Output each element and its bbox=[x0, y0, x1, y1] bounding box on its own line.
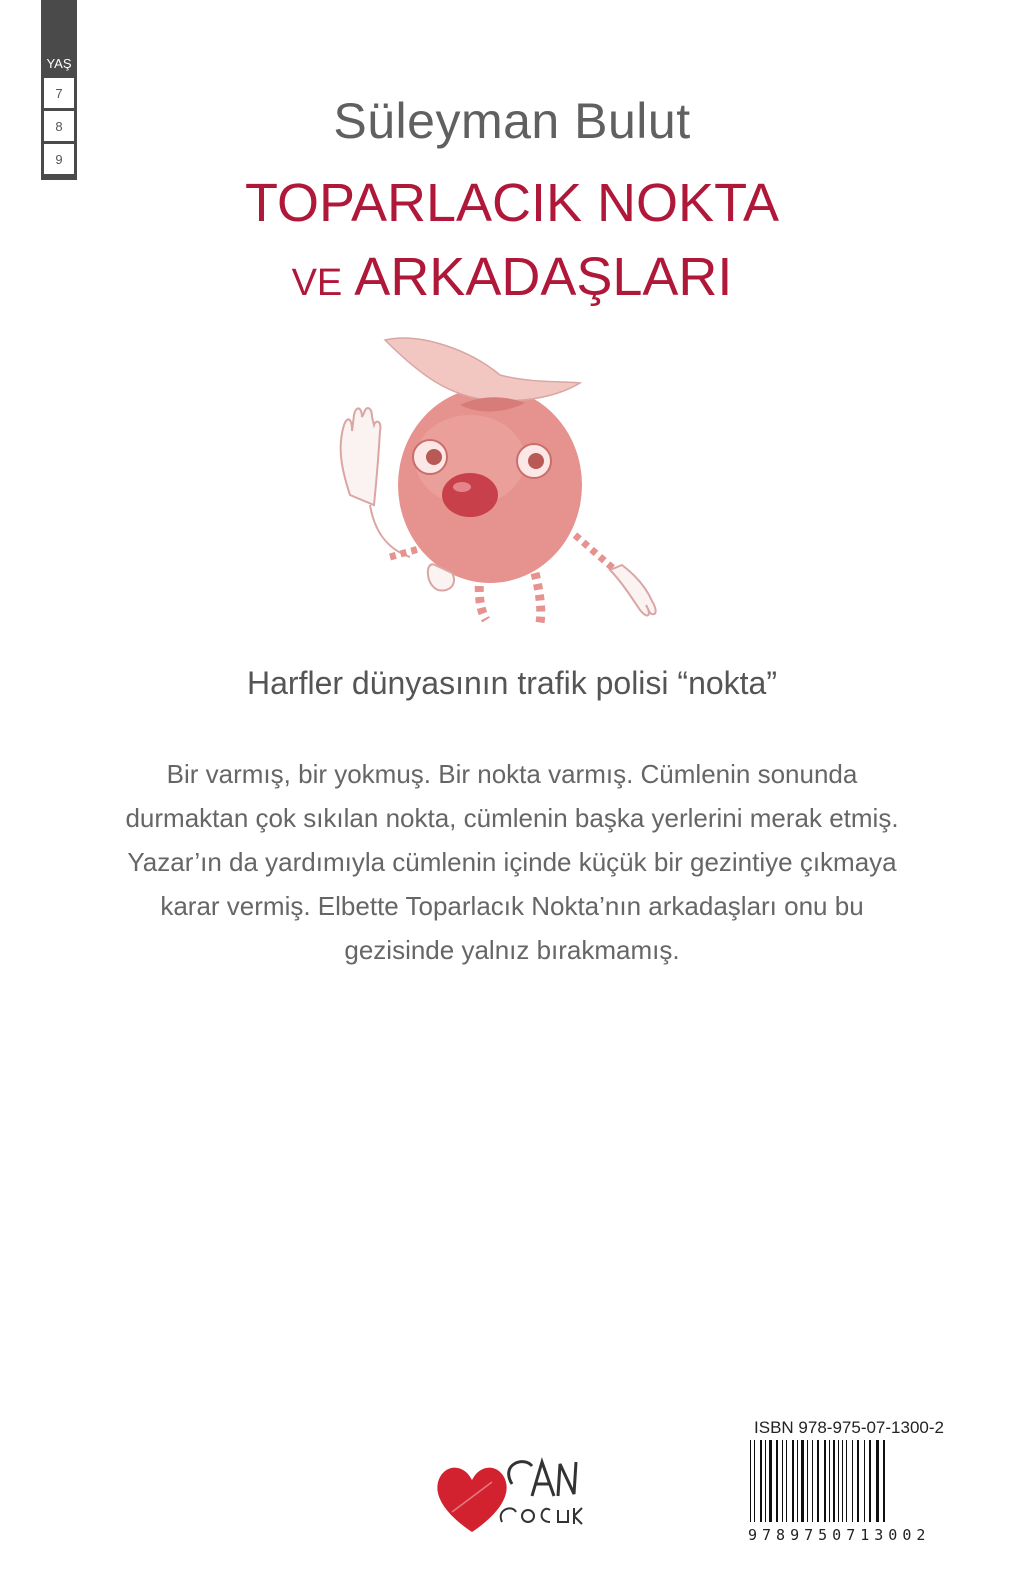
author-name: Süleyman Bulut bbox=[333, 93, 691, 149]
age-range-box bbox=[41, 0, 77, 180]
right-glove-icon bbox=[610, 565, 656, 615]
can-cocuk-logo bbox=[432, 1452, 592, 1542]
book-blurb: Bir varmış, bir yokmuş. Bir nokta varmış. Cümlenin sonunda durmaktan çok sıkılan nokta, cümlenin başka yerlerini merak etmiş. Yazar’ın da yardımıyla cümlenin içinde küçük bir gezintiye çıkmaya karar vermiş. Elbette Toparlacık Nokta’nın arkadaşları onu bu gezisinde yalnız bırakmamış. bbox=[125, 759, 899, 965]
age-8: 8 bbox=[44, 111, 74, 141]
barcode-bar bbox=[864, 1440, 865, 1522]
book-title-ve: VE bbox=[291, 262, 343, 304]
book-title-line2 bbox=[0, 246, 1024, 308]
tagline: Harfler dünyasının trafik polisi “nokta” bbox=[247, 665, 777, 701]
police-hat-icon bbox=[385, 338, 580, 401]
barcode-bar bbox=[801, 1440, 804, 1522]
barcode-bar bbox=[846, 1440, 847, 1522]
barcode-bar bbox=[765, 1440, 766, 1522]
age-label: YAŞ bbox=[46, 56, 72, 71]
barcode-bar bbox=[838, 1440, 839, 1522]
barcode-bar bbox=[807, 1440, 808, 1522]
dot-character-illustration bbox=[330, 335, 670, 635]
barcode-bar bbox=[876, 1440, 879, 1522]
barcode-bar bbox=[782, 1440, 783, 1522]
barcode-bar bbox=[797, 1440, 798, 1522]
barcode-bar bbox=[817, 1440, 819, 1522]
book-title-arkadaslari: ARKADAŞLARI bbox=[354, 247, 733, 307]
barcode-bar bbox=[824, 1440, 826, 1522]
barcode bbox=[748, 1440, 944, 1530]
age-7: 7 bbox=[44, 78, 74, 108]
isbn-text: ISBN 978-975-07-1300-2 bbox=[754, 1418, 944, 1437]
barcode-bar bbox=[852, 1440, 853, 1522]
age-9: 9 bbox=[44, 144, 74, 174]
barcode-bar bbox=[792, 1440, 794, 1522]
barcode-bar bbox=[760, 1440, 762, 1522]
barcode-bar bbox=[776, 1440, 778, 1522]
barcode-digits: 9789750713002 bbox=[748, 1526, 931, 1544]
barcode-bar bbox=[829, 1440, 830, 1522]
barcode-bar bbox=[754, 1440, 755, 1522]
barcode-bar bbox=[750, 1440, 751, 1522]
barcode-bar bbox=[869, 1440, 871, 1522]
raised-glove-icon bbox=[341, 408, 381, 505]
barcode-bar bbox=[833, 1440, 835, 1522]
barcode-bar bbox=[812, 1440, 813, 1522]
barcode-bar bbox=[786, 1440, 787, 1522]
barcode-bar bbox=[842, 1440, 843, 1522]
heart-icon bbox=[437, 1468, 506, 1532]
barcode-bar bbox=[883, 1440, 885, 1522]
barcode-bar bbox=[769, 1440, 772, 1522]
barcode-bar bbox=[857, 1440, 859, 1522]
nose bbox=[442, 473, 498, 517]
book-title-line1: TOPARLACIK NOKTA bbox=[244, 173, 780, 233]
